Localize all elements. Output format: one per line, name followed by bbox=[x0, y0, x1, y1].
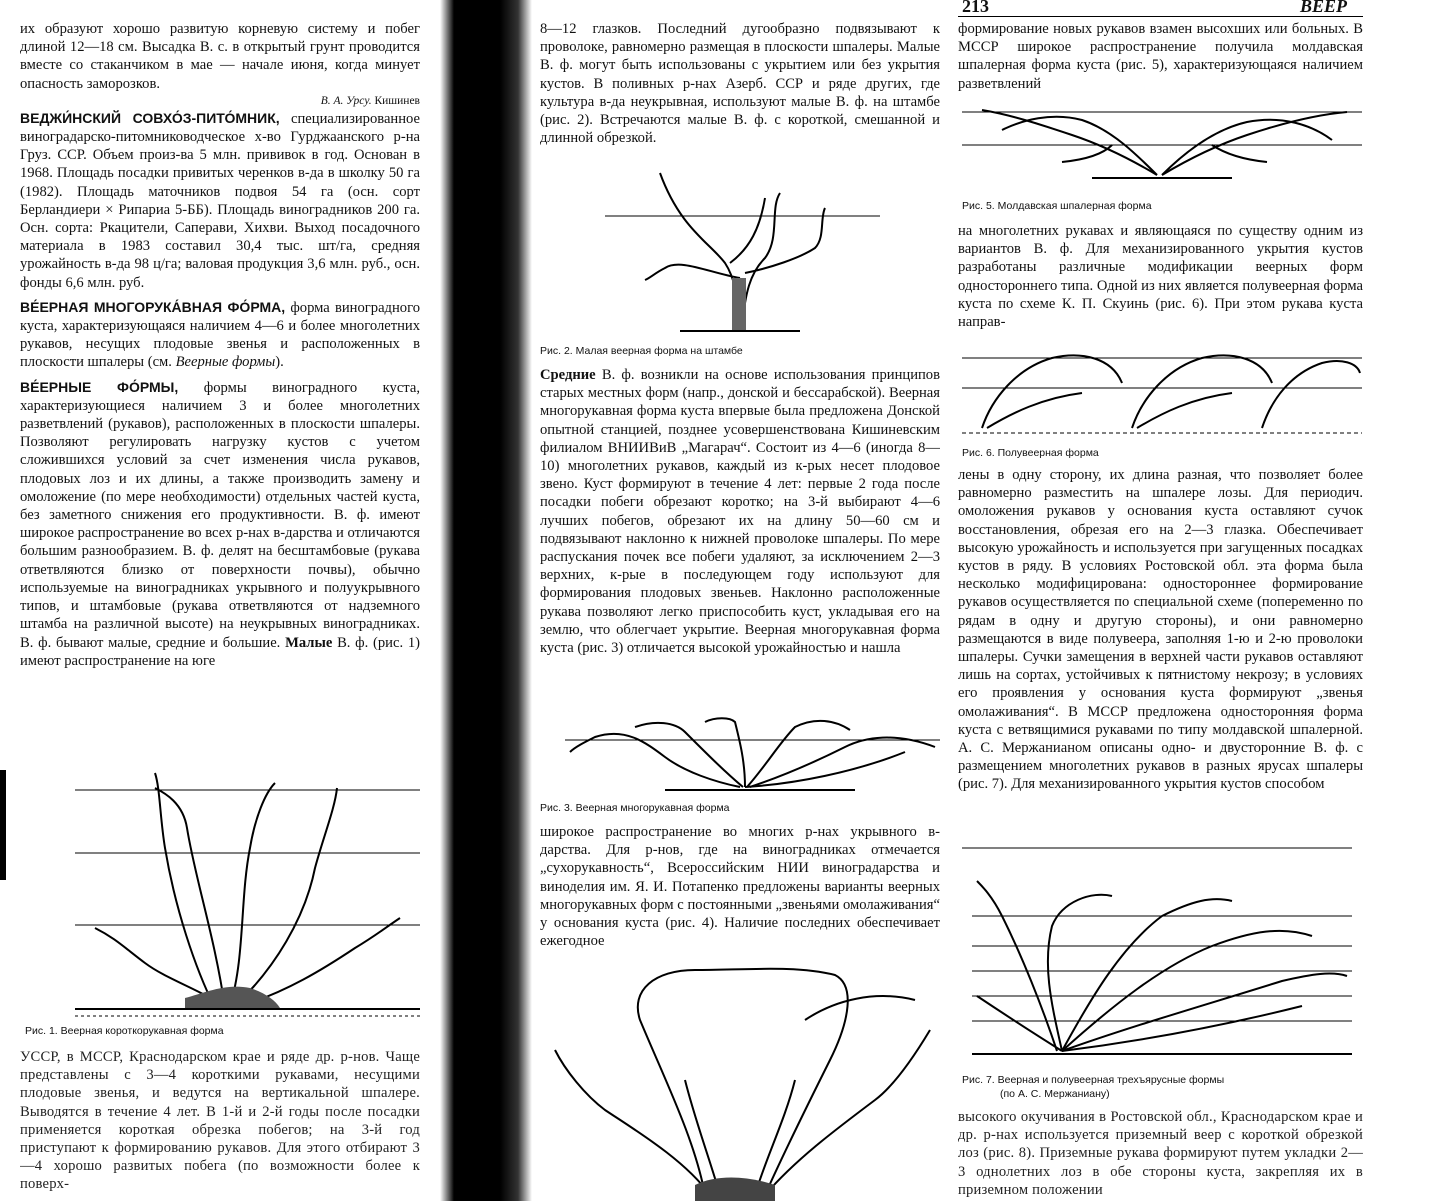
middle-column-top bbox=[540, 20, 940, 166]
figure-3-drawing bbox=[565, 712, 940, 797]
figure-4 bbox=[545, 960, 940, 1201]
entry-headword: ВЕ́ЕРНАЯ МНОГОРУКА́ВНАЯ ФО́РМА, bbox=[20, 298, 286, 315]
figure-7-caption: Рис. 7. Веерная и полувеерная трехъярусные формы (по А. С. Мержаниану) bbox=[962, 1074, 1225, 1100]
author-signature: В. А. Урсу. Кишинев bbox=[320, 94, 420, 107]
figure-7 bbox=[962, 846, 1362, 1068]
figure-6-drawing bbox=[962, 343, 1362, 440]
running-head: ВЕЕР bbox=[1300, 0, 1348, 16]
right-column-bottom bbox=[958, 1108, 1363, 1201]
left-column-bottom bbox=[20, 1048, 420, 1201]
page-edge-mark bbox=[0, 770, 6, 880]
figure-1 bbox=[75, 768, 420, 1018]
middle-column-bottom bbox=[540, 823, 940, 956]
entry-headword: ВЕ́ЕРНЫЕ ФО́РМЫ, bbox=[20, 378, 179, 395]
figure-2 bbox=[600, 168, 890, 340]
entry-vedzhinsky: ВЕДЖИ́НСКИЙ СОВХО́З-ПИТО́МНИК, специализированное виноградарско-питомниководческое х-во Гурджаанского р-на Груз. ССР. Объем произ-ва 5 млн. прививок в год. Основан в 1968. Площадь посадки привитых черенков в-да в школку 50 га (1982). Площадь маточников подвоя 54 га (осн. сорт Берландиери × Рипариа 5-ББ). Площадь виноградников 200 га. Осн. сорта: Ркацители, Саперави, Хихви. Выход посадочного материала в 1983 составил 30,4 тыс. шт/га, средняя урожайность в-да 98 ц/га; валовая продукция 3,6 млн. руб., осн. фонды 6,6 млн. руб. bbox=[20, 109, 420, 291]
page-number: 213 bbox=[962, 0, 989, 16]
book-gutter bbox=[440, 0, 532, 1201]
figure-1-caption: Рис. 1. Веерная короткорукавная форма bbox=[25, 1025, 224, 1037]
paragraph: их образуют хорошо развитую корневую систему и побег длиной 12—18 см. Высадка В. с. в открытый грунт проводится вместе со стаканчиком в мае — начале июня, когда минует опасность заморозков. bbox=[20, 21, 420, 92]
right-column-mid bbox=[958, 222, 1363, 338]
figure-6-caption: Рис. 6. Полувеерная форма bbox=[962, 447, 1099, 459]
figure-5-caption: Рис. 5. Молдавская шпалерная форма bbox=[962, 200, 1152, 212]
paragraph: лены в одну сторону, их длина разная, что позволяет более равномерно разместить на шпалере лозы. Для периодич. омоложения рукавов у основания куста оставляют сучок восстановления, обрезая его на 2—3 глазка. Обеспечивает высокую урожайность и используется при загущенных посадках кустов в ряду. В условиях Ростовской обл. эта форма была несколько модифицирована: одностороннее формирование рукавов осуществляется по специальной схеме (попеременно по рядам в одну и другую стороны), и они равномерно размещаются в виде полувеера, заполняя 1-ю и 2-ю проволоки шпалеры. Сучки замещения в верхней части рукавов оставляют лишь на сортах, устойчивых к пятнистому некрозу; в условиях его проявления у основания куста формируют „звенья омолаживания“. В МССР предложена односторонняя форма куста с ветвящимися рукавами по типу молдавской шпалерной. А. С. Мержанианом описаны одно- и двусторонние В. ф. с размещением многолетних рукавов в разных ярусах шпалеры (рис. 7). Для механизированного укрытия кустов способом bbox=[958, 467, 1363, 793]
cross-reference: Веерные формы bbox=[175, 354, 276, 371]
figure-2-caption: Рис. 2. Малая веерная форма на штамбе bbox=[540, 345, 743, 357]
paragraph: высокого окучивания в Ростовской обл., Краснодарском крае и др. р-нах используется приземный веер с короткой обрезкой лоз (рис. 8). Приземные рукава формируют путем укладки 2—3 однолетних лоз в обе стороны куста, закрепляя их в приземном положении bbox=[958, 1109, 1363, 1198]
middle-column-body bbox=[540, 366, 940, 712]
figure-3 bbox=[565, 712, 940, 797]
paragraph: 8—12 глазков. Последний дугообразно подвязывают к проволоке, равномерно размещая в плоскости шпалеры. Малые В. ф. могут быть использованы с укрытием или без укрытия кустов. В поливных р-нах Азерб. ССР и ряде других, где культура в-да неукрывная, используют малые В. ф. на штамбе (рис. 2). Встречаются малые В. ф. с короткой, смешанной и длинной обрезкой. bbox=[540, 21, 940, 147]
figure-2-drawing bbox=[600, 168, 890, 340]
left-column-top bbox=[20, 20, 420, 758]
paragraph: на многолетних рукавах и являющаяся по существу одним из вариантов В. ф. Для механизированного укрытия кустов разработаны различные модификации веерных форм одностороннего типа. Одной из них является полувеерная форма куста по схеме К. П. Скуинь (рис. 6). При этом рукава куста направ- bbox=[958, 223, 1363, 331]
entry-headword: ВЕДЖИ́НСКИЙ СОВХО́З-ПИТО́МНИК, bbox=[20, 109, 280, 126]
figure-6 bbox=[962, 343, 1362, 440]
figure-5-drawing bbox=[962, 100, 1362, 195]
header-rule bbox=[958, 16, 1363, 17]
entry-veernaya-mnogorukavnaya: ВЕ́ЕРНАЯ МНОГОРУКА́ВНАЯ ФО́РМА, форма виноградного куста, характеризующаяся наличием 4—6 и более многолетних рукавов, несущих плодовые звенья и расположенных в плоскости шпалеры (см. Веерные формы). bbox=[20, 298, 420, 371]
figure-4-drawing bbox=[545, 960, 940, 1201]
entry-veernye-formy: ВЕ́ЕРНЫЕ ФО́РМЫ, формы виноградного куста, характеризующиеся наличием 3 и более многолетних разветвлений (рукавов), расположенных в плоскости шпалеры. Позволяют регулировать нагрузку кустов с учетом сложившихся условий за счет изменения числа рукавов, плодовых лоз и их длины, а также производить замену и омоложение (по мере необходимости) отдельных частей куста, без заметного снижения его продуктивности. В. ф. имеют широкое распространение во всех р-нах в-дарства и отличаются большим разнообразием. В. ф. делят на бесштамбовые (рукава ответвляются близко от поверхности почвы), обычно используемые на виноградниках укрывного и полуукрывного типов, и штамбовые (рукава ответвляются от надземного штамба на различной высоте) на неукрывных виноградниках. В. ф. бывают малые, средние и большие. Малые В. ф. (рис. 1) имеют распространение на юге bbox=[20, 378, 420, 669]
figure-1-drawing bbox=[75, 768, 420, 1018]
right-column-top bbox=[958, 20, 1363, 100]
figure-7-drawing bbox=[962, 846, 1362, 1068]
figure-3-caption: Рис. 3. Веерная многорукавная форма bbox=[540, 802, 730, 814]
figure-5 bbox=[962, 100, 1362, 195]
paragraph: широкое распространение во многих р-нах укрывного в-дарства. Для р-нов, где на виноградниках отмечается „сухорукавность“, Всероссийским НИИ виноградарства и виноделия им. Я. И. Потапенко предложены варианты веерных многорукавных форм с постоянными „звеньями омолаживания“ у основания куста (рис. 4). Наличие последних обеспечивает ежегодное bbox=[540, 824, 940, 950]
paragraph: Средние В. ф. возникли на основе использования принципов старых местных форм (напр., донской и бессарабской). Веерная многорукавная форма куста впервые была предложена Донской опытной станцией, позднее усовершенствована Кишиневским филиалом ВНИИВиВ „Магарач“. Состоит из 4—6 (иногда 8—10) многолетних рукавов, каждый из к-рых несет плодовое звено. Куст формируют в течение 4 лет: первые 2 года после посадки побеги обрезают коротко; на 3-й выбирают 4—6 лучших побегов, обрезают их на длину 50—60 см и подвязывают наклонно к нижней проволоке шпалеры. По мере распускания почек все побеги удаляют, за исключением 2—3 верхних, к-рые в последующем году используют для формирования плодовых звеньев. Наклонно расположенные рукава позволяют легко приспособить куст, укладывая его на землю, что облегчает укрытие. Веерная многорукавная форма куста (рис. 3) отличается высокой урожайностью и нашла bbox=[540, 367, 940, 657]
paragraph: УССР, в МССР, Краснодарском крае и ряде др. р-нов. Чаще представлены с 3—4 короткими рукавами, несущими плодовые звенья, и ведутся на вертикальной шпалере. Выводятся в течение 4 лет. В 1-й и 2-й годы после посадки применяется короткая обрезка побегов; на 3-й год приступают к формированию рукавов. Для этого отбирают 3—4 хорошо развитых побега (по возможности более к поверх- bbox=[20, 1049, 420, 1193]
paragraph: формирование новых рукавов взамен высохших или больных. В МССР широкое распространение получила молдавская шпалерная форма куста (рис. 5), характеризующаяся наличием разветвлений bbox=[958, 21, 1363, 92]
right-column-body bbox=[958, 466, 1363, 841]
